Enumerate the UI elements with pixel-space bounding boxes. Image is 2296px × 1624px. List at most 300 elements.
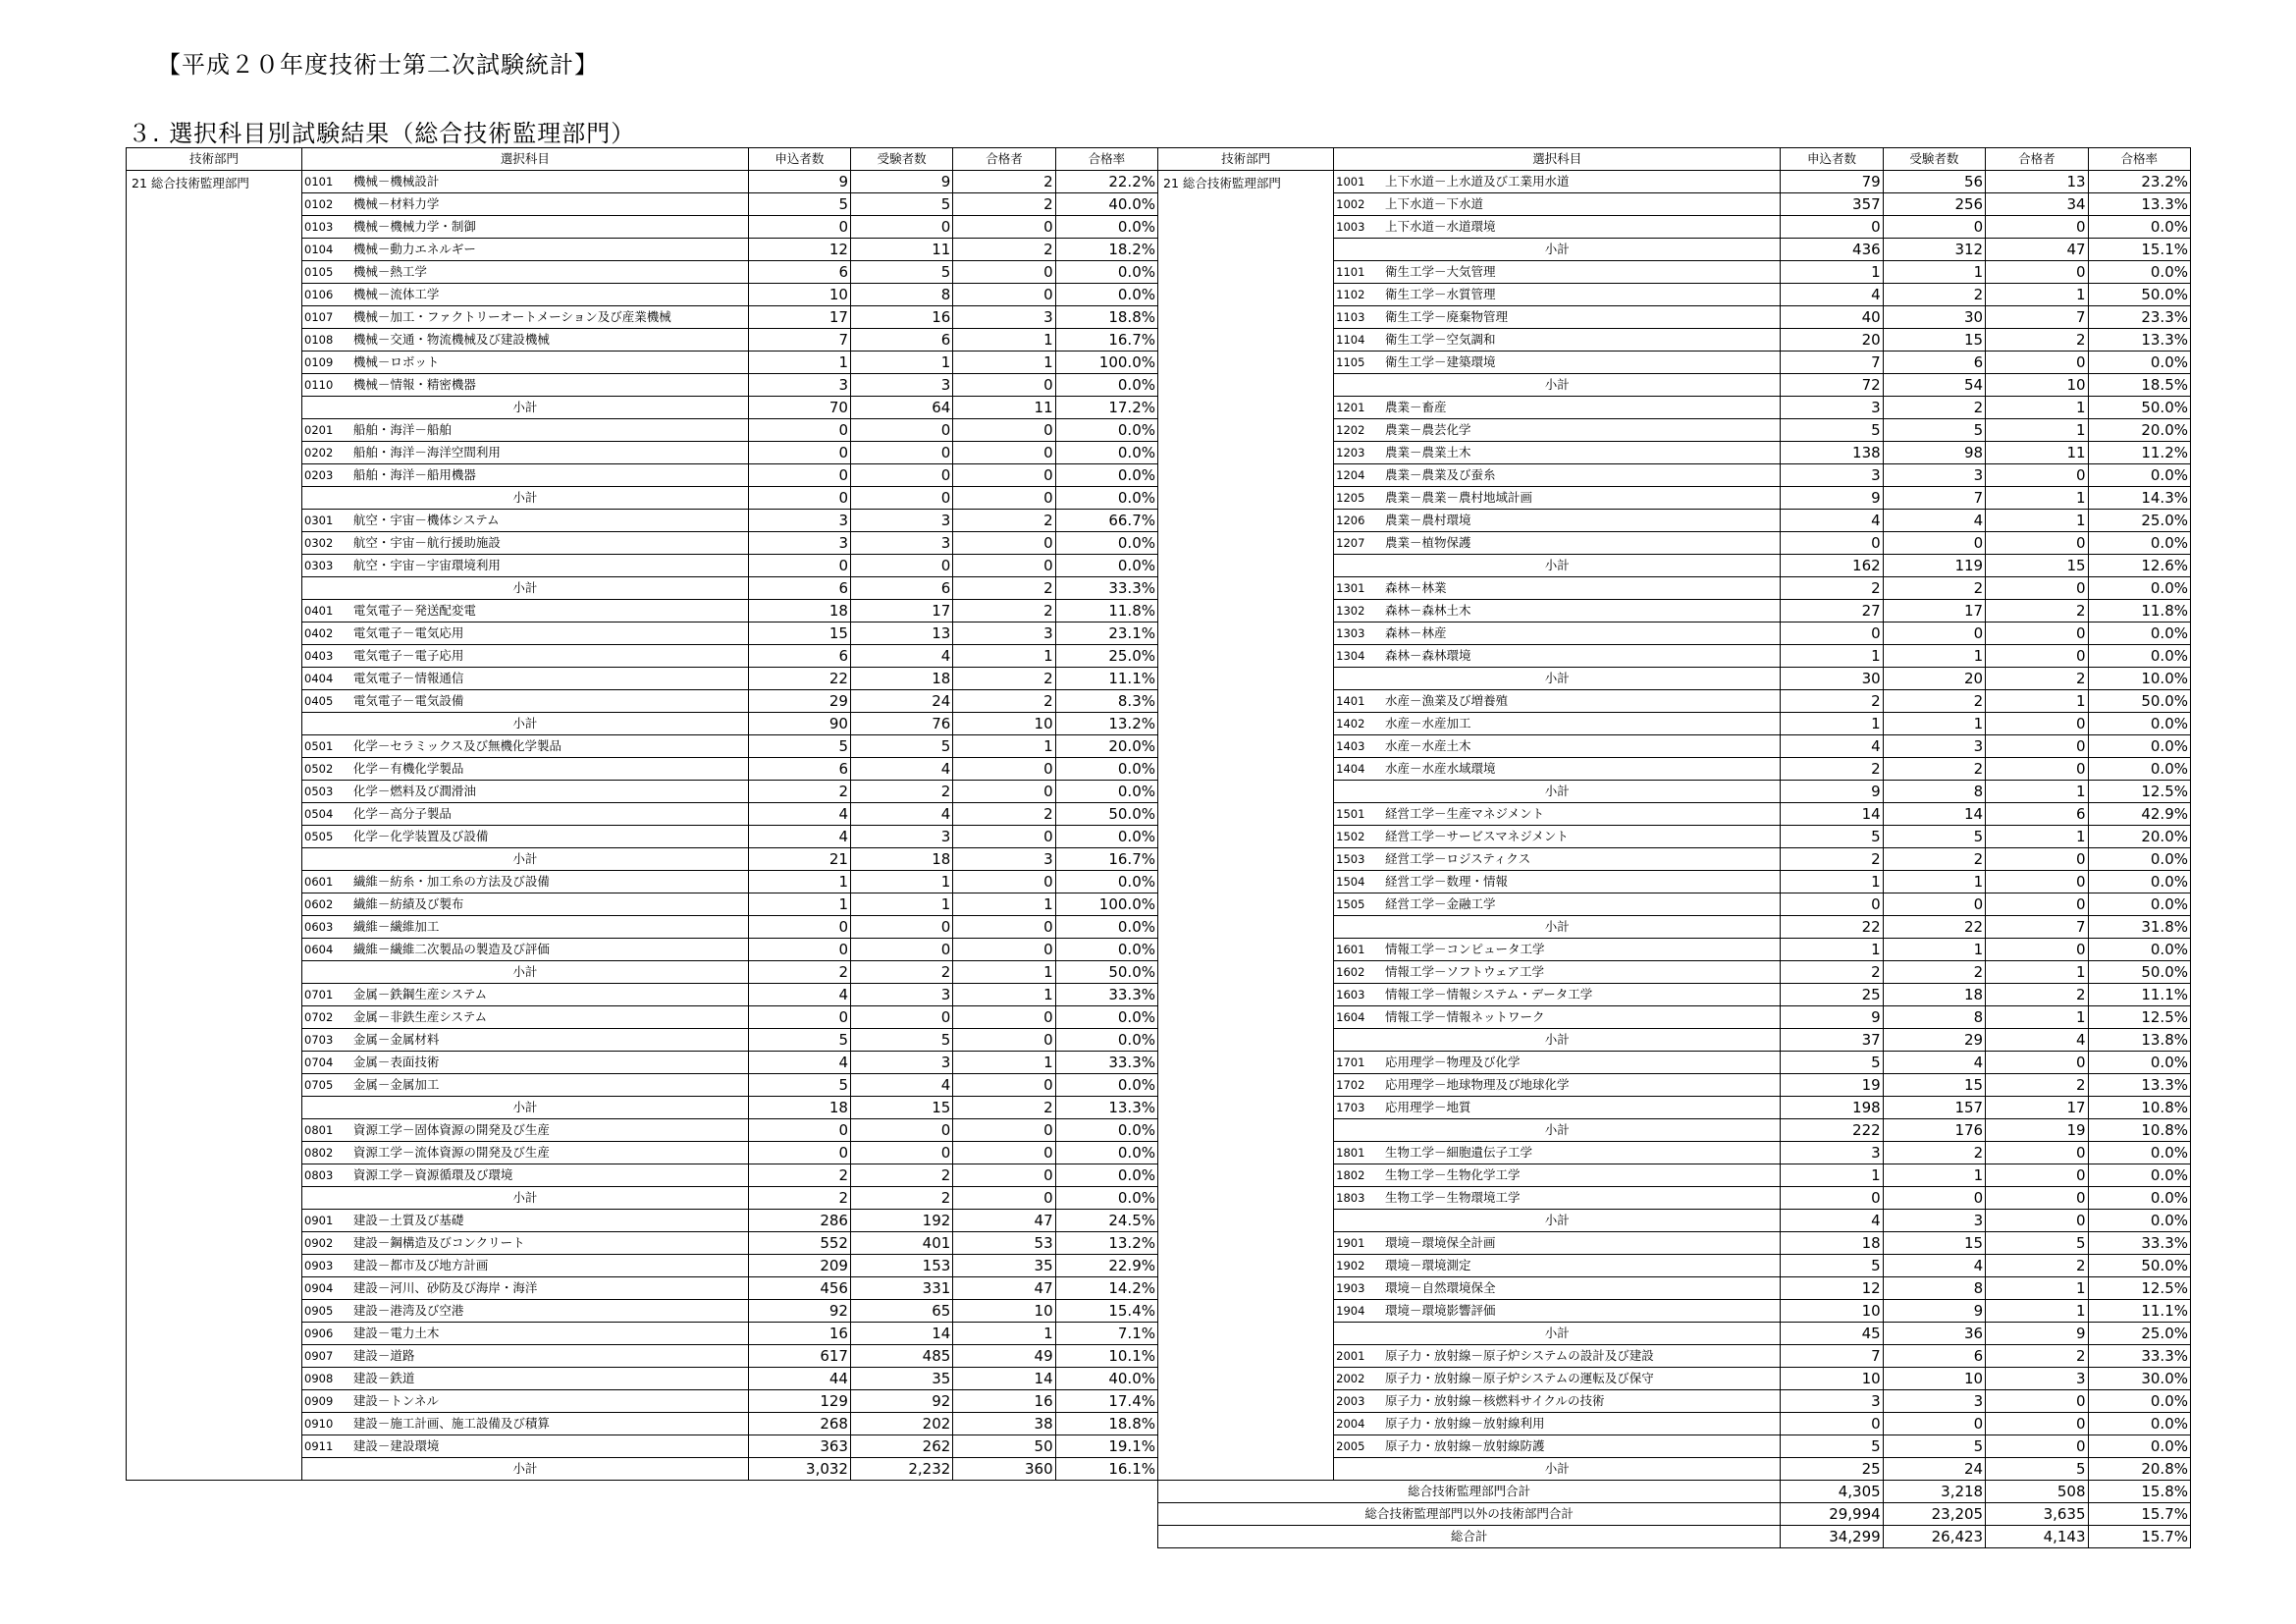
pass-rate-cell: 8.3% (1055, 690, 1157, 713)
passed-cell: 1 (1986, 961, 2088, 984)
applicants-cell: 79 (1781, 171, 1883, 193)
subject-code: 0202 (302, 442, 349, 464)
section-subtitle: ３. 選択科目別試験結果（総合技術監理部門） (128, 120, 636, 147)
subject-name: 原子力・放射線－原子炉システムの運転及び保守 (1381, 1368, 1781, 1390)
subtotal-label: 小計 (302, 487, 749, 510)
subject-code: 0908 (302, 1368, 349, 1390)
subject-name: 農業－農村環境 (1381, 510, 1781, 532)
examinees-cell: 35 (850, 1368, 952, 1390)
passed-cell: 0 (953, 464, 1055, 487)
passed-cell: 3 (953, 848, 1055, 871)
subject-code: 1701 (1334, 1052, 1381, 1074)
examinees-cell: 3 (850, 532, 952, 555)
passed-cell: 0 (953, 284, 1055, 306)
examinees-cell: 76 (850, 713, 952, 735)
examinees-cell: 4 (850, 758, 952, 781)
passed-cell: 3 (953, 623, 1055, 645)
examinees-cell: 2 (1883, 961, 1985, 984)
subject-code: 0302 (302, 532, 349, 555)
pass-rate-cell: 0.0% (1055, 555, 1157, 577)
subject-code: 0106 (302, 284, 349, 306)
subject-name: 農業－農業及び蚕糸 (1381, 464, 1781, 487)
applicants-cell: 5 (748, 735, 850, 758)
examinees-cell: 3 (1883, 735, 1985, 758)
pass-rate-cell: 22.9% (1055, 1255, 1157, 1277)
subtotal-label: 小計 (302, 1097, 749, 1119)
passed-cell: 0 (953, 1006, 1055, 1029)
examinees-cell: 24 (1883, 1458, 1985, 1481)
subject-name: 原子力・放射線－放射線防護 (1381, 1435, 1781, 1458)
applicants-cell: 0 (748, 1006, 850, 1029)
examinees-cell: 8 (1883, 1277, 1985, 1300)
applicants-cell: 1 (1781, 645, 1883, 668)
pass-rate-cell: 23.2% (2088, 171, 2190, 193)
subject-code: 0602 (302, 893, 349, 916)
applicants-cell: 1 (1781, 713, 1883, 735)
examinees-cell: 18 (1883, 984, 1985, 1006)
subject-name: 環境－自然環境保全 (1381, 1277, 1781, 1300)
document-title: 【平成２０年度技術士第二次試験統計】 (157, 51, 599, 79)
passed-cell: 47 (1986, 239, 2088, 261)
applicants-cell: 70 (748, 397, 850, 419)
examinees-cell: 0 (850, 442, 952, 464)
pass-rate-cell: 17.2% (1055, 397, 1157, 419)
applicants-cell: 209 (748, 1255, 850, 1277)
examinees-cell: 29 (1883, 1029, 1985, 1052)
applicants-cell: 22 (1781, 916, 1883, 939)
pass-rate-cell: 10.1% (1055, 1345, 1157, 1368)
examinees-cell: 0 (1883, 1413, 1985, 1435)
pass-rate-cell: 0.0% (1055, 1029, 1157, 1052)
table-row (1158, 171, 2191, 193)
passed-cell: 1 (1986, 284, 2088, 306)
subject-code: 1601 (1334, 939, 1381, 961)
examinees-cell: 30 (1883, 306, 1985, 329)
subject-code: 1602 (1334, 961, 1381, 984)
passed-cell: 1 (1986, 826, 2088, 848)
pass-rate-cell: 12.5% (2088, 781, 2190, 803)
subtotal-label: 小計 (302, 1187, 749, 1210)
examinees-cell: 56 (1883, 171, 1985, 193)
subject-name: 船舶・海洋－海洋空間利用 (349, 442, 748, 464)
pass-rate-cell: 15.7% (2088, 1526, 2190, 1548)
applicants-cell: 552 (748, 1232, 850, 1255)
passed-cell: 0 (1986, 1142, 2088, 1164)
examinees-cell: 0 (1883, 1187, 1985, 1210)
examinees-cell: 331 (850, 1277, 952, 1300)
applicants-cell: 4 (748, 1052, 850, 1074)
examinees-cell: 2 (1883, 397, 1985, 419)
applicants-cell: 2 (1781, 758, 1883, 781)
pass-rate-cell: 13.8% (2088, 1029, 2190, 1052)
passed-cell: 0 (1986, 713, 2088, 735)
passed-cell: 0 (953, 374, 1055, 397)
subject-code: 0903 (302, 1255, 349, 1277)
pass-rate-cell: 0.0% (1055, 419, 1157, 442)
subject-name: 建設－電力土木 (349, 1323, 748, 1345)
applicants-cell: 0 (1781, 1413, 1883, 1435)
examinees-cell: 1 (1883, 645, 1985, 668)
examinees-cell: 6 (850, 329, 952, 352)
passed-cell: 2 (953, 193, 1055, 216)
examinees-cell: 3 (850, 374, 952, 397)
examinees-cell: 0 (850, 916, 952, 939)
subtotal-label: 小計 (302, 1458, 749, 1481)
pass-rate-cell: 40.0% (1055, 1368, 1157, 1390)
total-label: 総合計 (1158, 1526, 1781, 1548)
applicants-cell: 0 (748, 216, 850, 239)
pass-rate-cell: 0.0% (1055, 442, 1157, 464)
examinees-cell: 9 (850, 171, 952, 193)
subject-code: 0503 (302, 781, 349, 803)
passed-cell: 0 (953, 1164, 1055, 1187)
applicants-cell: 2 (1781, 961, 1883, 984)
passed-cell: 15 (1986, 555, 2088, 577)
subject-name: 資源工学－資源循環及び環境 (349, 1164, 748, 1187)
examinees-cell: 6 (850, 577, 952, 600)
subject-name: 原子力・放射線－核燃料サイクルの技術 (1381, 1390, 1781, 1413)
passed-cell: 2 (1986, 1074, 2088, 1097)
passed-cell: 0 (1986, 735, 2088, 758)
pass-rate-cell: 10.8% (2088, 1097, 2190, 1119)
subject-name: 生物工学－生物化学工学 (1381, 1164, 1781, 1187)
subject-name: 応用理学－地質 (1381, 1097, 1781, 1119)
passed-cell: 1 (953, 352, 1055, 374)
pass-rate-cell: 22.2% (1055, 171, 1157, 193)
subject-code: 0604 (302, 939, 349, 961)
examinees-cell: 176 (1883, 1119, 1985, 1142)
subject-code: 0904 (302, 1277, 349, 1300)
pass-rate-cell: 25.0% (2088, 1323, 2190, 1345)
examinees-cell: 0 (850, 464, 952, 487)
pass-rate-cell: 0.0% (1055, 374, 1157, 397)
examinees-cell: 119 (1883, 555, 1985, 577)
applicants-cell: 3 (1781, 464, 1883, 487)
subtotal-label: 小計 (1334, 374, 1781, 397)
pass-rate-cell: 20.0% (1055, 735, 1157, 758)
pass-rate-cell: 12.5% (2088, 1277, 2190, 1300)
passed-cell: 0 (953, 487, 1055, 510)
passed-cell: 1 (1986, 1277, 2088, 1300)
pass-rate-cell: 7.1% (1055, 1323, 1157, 1345)
applicants-cell: 5 (1781, 1435, 1883, 1458)
subject-code: 2001 (1334, 1345, 1381, 1368)
applicants-cell: 40 (1781, 306, 1883, 329)
subject-code: 0403 (302, 645, 349, 668)
applicants-cell: 16 (748, 1323, 850, 1345)
subtotal-label: 小計 (302, 577, 749, 600)
subtotal-label: 小計 (1334, 1458, 1781, 1481)
pass-rate-cell: 18.5% (2088, 374, 2190, 397)
applicants-cell: 3,032 (748, 1458, 850, 1481)
subject-name: 航空・宇宙－宇宙環境利用 (349, 555, 748, 577)
subject-code: 0502 (302, 758, 349, 781)
applicants-cell: 29 (748, 690, 850, 713)
applicants-cell: 198 (1781, 1097, 1883, 1119)
subject-code: 1802 (1334, 1164, 1381, 1187)
passed-cell: 5 (1986, 1458, 2088, 1481)
subject-code: 1001 (1334, 171, 1381, 193)
pass-rate-cell: 0.0% (2088, 261, 2190, 284)
subject-name: 繊維－繊維二次製品の製造及び評価 (349, 939, 748, 961)
subject-code: 1402 (1334, 713, 1381, 735)
examinees-cell: 4 (850, 645, 952, 668)
subject-code: 1902 (1334, 1255, 1381, 1277)
applicants-cell: 3 (748, 532, 850, 555)
subject-code: 0108 (302, 329, 349, 352)
pass-rate-cell: 0.0% (2088, 871, 2190, 893)
header-dept: 技術部門 (1158, 148, 1334, 171)
passed-cell: 0 (953, 555, 1055, 577)
applicants-cell: 7 (1781, 1345, 1883, 1368)
applicants-cell: 44 (748, 1368, 850, 1390)
subject-code: 0103 (302, 216, 349, 239)
subtotal-label: 小計 (1334, 1323, 1781, 1345)
applicants-cell: 2 (1781, 577, 1883, 600)
passed-cell: 0 (1986, 1052, 2088, 1074)
subject-name: 情報工学－情報システム・データ工学 (1381, 984, 1781, 1006)
pass-rate-cell: 11.2% (2088, 442, 2190, 464)
applicants-cell: 3 (1781, 397, 1883, 419)
applicants-cell: 0 (748, 419, 850, 442)
passed-cell: 0 (1986, 1164, 2088, 1187)
pass-rate-cell: 0.0% (1055, 1119, 1157, 1142)
subtotal-label: 小計 (302, 397, 749, 419)
subject-code: 0601 (302, 871, 349, 893)
passed-cell: 0 (1986, 871, 2088, 893)
subject-name: 化学－セラミックス及び無機化学製品 (349, 735, 748, 758)
pass-rate-cell: 0.0% (1055, 1164, 1157, 1187)
passed-cell: 0 (1986, 758, 2088, 781)
examinees-cell: 2 (1883, 284, 1985, 306)
header-dept: 技術部門 (127, 148, 302, 171)
examinees-cell: 15 (1883, 1074, 1985, 1097)
passed-cell: 1 (953, 735, 1055, 758)
pass-rate-cell: 0.0% (2088, 1210, 2190, 1232)
dept-cell: 21 総合技術監理部門 (127, 171, 302, 1481)
subject-code: 2002 (1334, 1368, 1381, 1390)
examinees-cell: 5 (1883, 419, 1985, 442)
passed-cell: 0 (1986, 1413, 2088, 1435)
applicants-cell: 29,994 (1781, 1503, 1883, 1526)
subject-code: 0801 (302, 1119, 349, 1142)
pass-rate-cell: 0.0% (2088, 1187, 2190, 1210)
examinees-cell: 3 (850, 1052, 952, 1074)
applicants-cell: 90 (748, 713, 850, 735)
applicants-cell: 14 (1781, 803, 1883, 826)
passed-cell: 1 (1986, 487, 2088, 510)
pass-rate-cell: 50.0% (1055, 961, 1157, 984)
passed-cell: 4,143 (1986, 1526, 2088, 1548)
subject-name: 機械－機械設計 (349, 171, 748, 193)
examinees-cell: 2 (1883, 848, 1985, 871)
passed-cell: 0 (953, 826, 1055, 848)
applicants-cell: 6 (748, 577, 850, 600)
pass-rate-cell: 0.0% (2088, 532, 2190, 555)
subject-name: 建設－トンネル (349, 1390, 748, 1413)
subject-code: 1202 (1334, 419, 1381, 442)
applicants-cell: 20 (1781, 329, 1883, 352)
applicants-cell: 286 (748, 1210, 850, 1232)
applicants-cell: 1 (1781, 261, 1883, 284)
pass-rate-cell: 11.1% (2088, 1300, 2190, 1323)
examinees-cell: 1 (850, 352, 952, 374)
subject-code: 0911 (302, 1435, 349, 1458)
subject-code: 1901 (1334, 1232, 1381, 1255)
header-passed: 合格者 (953, 148, 1055, 171)
subject-code: 1205 (1334, 487, 1381, 510)
examinees-cell: 23,205 (1883, 1503, 1985, 1526)
passed-cell: 1 (953, 961, 1055, 984)
applicants-cell: 27 (1781, 600, 1883, 623)
passed-cell: 1 (1986, 419, 2088, 442)
passed-cell: 1 (1986, 690, 2088, 713)
applicants-cell: 21 (748, 848, 850, 871)
pass-rate-cell: 50.0% (2088, 690, 2190, 713)
applicants-cell: 2 (748, 1164, 850, 1187)
pass-rate-cell: 0.0% (2088, 623, 2190, 645)
passed-cell: 0 (953, 1074, 1055, 1097)
applicants-cell: 0 (1781, 1187, 1883, 1210)
passed-cell: 11 (953, 397, 1055, 419)
examinees-cell: 5 (850, 261, 952, 284)
examinees-cell: 14 (1883, 803, 1985, 826)
subject-code: 0901 (302, 1210, 349, 1232)
passed-cell: 1 (1986, 397, 2088, 419)
passed-cell: 0 (953, 1142, 1055, 1164)
applicants-cell: 12 (748, 239, 850, 261)
subject-code: 0109 (302, 352, 349, 374)
subject-code: 1101 (1334, 261, 1381, 284)
applicants-cell: 0 (748, 939, 850, 961)
pass-rate-cell: 0.0% (1055, 826, 1157, 848)
applicants-cell: 4,305 (1781, 1481, 1883, 1503)
header-subject: 選択科目 (1334, 148, 1781, 171)
right-table-body (1158, 171, 2191, 1548)
subject-code: 1201 (1334, 397, 1381, 419)
subject-name: 建設－都市及び地方計画 (349, 1255, 748, 1277)
subject-name: 衛生工学－空気調和 (1381, 329, 1781, 352)
passed-cell: 3 (1986, 1368, 2088, 1390)
pass-rate-cell: 50.0% (1055, 803, 1157, 826)
applicants-cell: 1 (1781, 939, 1883, 961)
applicants-cell: 357 (1781, 193, 1883, 216)
applicants-cell: 456 (748, 1277, 850, 1300)
subtotal-label: 小計 (1334, 239, 1781, 261)
applicants-cell: 2 (748, 781, 850, 803)
header-pass-rate: 合格率 (1055, 148, 1157, 171)
examinees-cell: 157 (1883, 1097, 1985, 1119)
examinees-cell: 98 (1883, 442, 1985, 464)
subtotal-label: 小計 (1334, 555, 1781, 577)
pass-rate-cell: 33.3% (2088, 1345, 2190, 1368)
passed-cell: 0 (1986, 623, 2088, 645)
subject-code: 0909 (302, 1390, 349, 1413)
subject-name: 水産－水産土木 (1381, 735, 1781, 758)
pass-rate-cell: 0.0% (1055, 939, 1157, 961)
examinees-cell: 17 (850, 600, 952, 623)
pass-rate-cell: 13.3% (2088, 193, 2190, 216)
pass-rate-cell: 50.0% (2088, 961, 2190, 984)
subject-name: 建設－建設環境 (349, 1435, 748, 1458)
subject-code: 1504 (1334, 871, 1381, 893)
passed-cell: 2 (953, 600, 1055, 623)
passed-cell: 14 (953, 1368, 1055, 1390)
applicants-cell: 162 (1781, 555, 1883, 577)
passed-cell: 5 (1986, 1232, 2088, 1255)
subject-name: 農業－畜産 (1381, 397, 1781, 419)
passed-cell: 0 (953, 758, 1055, 781)
pass-rate-cell: 0.0% (2088, 645, 2190, 668)
passed-cell: 34 (1986, 193, 2088, 216)
pass-rate-cell: 11.8% (1055, 600, 1157, 623)
pass-rate-cell: 50.0% (2088, 1255, 2190, 1277)
passed-cell: 2 (953, 577, 1055, 600)
pass-rate-cell: 10.0% (2088, 668, 2190, 690)
pass-rate-cell: 0.0% (1055, 1074, 1157, 1097)
subject-code: 2004 (1334, 1413, 1381, 1435)
subject-code: 1403 (1334, 735, 1381, 758)
applicants-cell: 0 (748, 487, 850, 510)
subject-name: 建設－河川、砂防及び海岸・海洋 (349, 1277, 748, 1300)
applicants-cell: 6 (748, 645, 850, 668)
passed-cell: 2 (953, 668, 1055, 690)
examinees-cell: 15 (1883, 329, 1985, 352)
passed-cell: 0 (1986, 1435, 2088, 1458)
pass-rate-cell: 33.3% (2088, 1232, 2190, 1255)
applicants-cell: 4 (1781, 735, 1883, 758)
table-row (127, 171, 1158, 193)
subject-name: 機械－交通・物流機械及び建設機械 (349, 329, 748, 352)
applicants-cell: 9 (1781, 1006, 1883, 1029)
header-subject: 選択科目 (302, 148, 749, 171)
passed-cell: 0 (1986, 1210, 2088, 1232)
pass-rate-cell: 20.0% (2088, 419, 2190, 442)
examinees-cell: 1 (850, 871, 952, 893)
pass-rate-cell: 0.0% (1055, 532, 1157, 555)
subject-code: 1803 (1334, 1187, 1381, 1210)
examinees-cell: 401 (850, 1232, 952, 1255)
passed-cell: 0 (953, 1119, 1055, 1142)
subject-code: 1204 (1334, 464, 1381, 487)
examinees-cell: 1 (1883, 871, 1985, 893)
examinees-cell: 3,218 (1883, 1481, 1985, 1503)
applicants-cell: 4 (1781, 510, 1883, 532)
examinees-cell: 1 (850, 893, 952, 916)
subject-code: 0910 (302, 1413, 349, 1435)
pass-rate-cell: 0.0% (1055, 758, 1157, 781)
pass-rate-cell: 23.1% (1055, 623, 1157, 645)
subject-code: 0603 (302, 916, 349, 939)
passed-cell: 0 (953, 261, 1055, 284)
subject-code: 0201 (302, 419, 349, 442)
examinees-cell: 153 (850, 1255, 952, 1277)
examinees-cell: 202 (850, 1413, 952, 1435)
examinees-cell: 0 (850, 1006, 952, 1029)
examinees-cell: 20 (1883, 668, 1985, 690)
grand-total-row (1158, 1526, 2191, 1548)
examinees-cell: 2 (1883, 577, 1985, 600)
passed-cell: 7 (1986, 916, 2088, 939)
passed-cell: 2 (1986, 600, 2088, 623)
pass-rate-cell: 0.0% (2088, 893, 2190, 916)
passed-cell: 0 (953, 939, 1055, 961)
examinees-cell: 0 (850, 487, 952, 510)
pass-rate-cell: 14.3% (2088, 487, 2190, 510)
subject-code: 0402 (302, 623, 349, 645)
pass-rate-cell: 0.0% (1055, 1142, 1157, 1164)
applicants-cell: 3 (748, 510, 850, 532)
